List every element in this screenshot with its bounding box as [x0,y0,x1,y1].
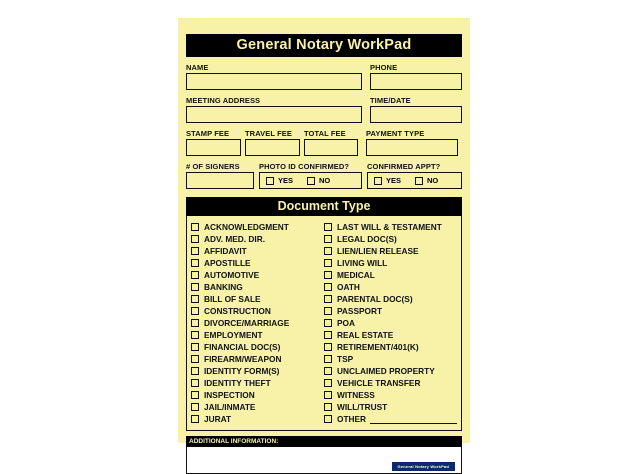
confirmed-appt-label: CONFIRMED APPT? [367,162,441,171]
num-signers-label: # OF SIGNERS [186,162,240,171]
checkbox-icon[interactable] [324,235,332,243]
checkbox-icon[interactable] [191,331,199,339]
checkbox-icon[interactable] [324,247,332,255]
meeting-address-input[interactable] [186,106,362,123]
doc-type-label: LIVING WILL [337,258,388,268]
phone-label: PHONE [370,63,398,72]
doc-type-label: IDENTITY FORM(S) [204,366,280,376]
field-num-signers [186,162,254,189]
field-confirmed-appt [367,162,462,189]
checkbox-icon[interactable] [191,283,199,291]
spacer [358,129,366,156]
field-payment-type [366,129,458,156]
doc-type-label: ADV. MED. DIR. [204,234,266,244]
doc-type-item[interactable] [191,257,324,269]
field-total-fee [304,129,358,156]
checkbox-icon[interactable] [324,343,332,351]
checkbox-icon[interactable] [191,367,199,375]
phone-input[interactable] [370,73,462,90]
doc-type-label: LIEN/LIEN RELEASE [337,246,419,256]
stamp-fee-label: STAMP FEE [186,129,230,138]
doc-type-item[interactable] [191,377,324,389]
doc-type-item[interactable] [191,341,324,353]
field-phone [370,63,462,90]
checkbox-icon[interactable] [324,271,332,279]
doc-type-item[interactable] [191,293,324,305]
checkbox-icon[interactable] [324,331,332,339]
doc-type-item[interactable] [191,389,324,401]
doc-type-label: TSP [337,354,354,364]
travel-fee-input[interactable] [245,139,300,156]
doc-type-item[interactable] [324,329,457,341]
payment-type-input[interactable] [366,139,458,156]
doc-type-label: JAIL/INMATE [204,402,256,412]
doc-type-item[interactable] [324,269,457,281]
doc-type-label: FIREARM/WEAPON [204,354,282,364]
checkbox-icon[interactable] [191,403,199,411]
doc-type-label: EMPLOYMENT [204,330,263,340]
time-date-input[interactable] [370,106,462,123]
doc-type-item[interactable] [324,221,457,233]
spacer [362,96,370,123]
checkbox-icon[interactable] [191,415,199,423]
payment-type-label: PAYMENT TYPE [366,129,425,138]
checkbox-icon[interactable] [324,415,332,423]
field-time-date [370,96,462,123]
doc-type-label: RETIREMENT/401(K) [337,342,419,352]
checkbox-icon[interactable] [324,319,332,327]
confirmed-appt-no-label: NO [427,176,439,185]
checkbox-icon[interactable] [191,259,199,267]
doc-type-label: IDENTITY THEFT [204,378,271,388]
photo-id-choice-group [259,172,362,189]
total-fee-label: TOTAL FEE [304,129,346,138]
doc-type-item[interactable] [324,317,457,329]
checkbox-icon[interactable] [324,295,332,303]
checkbox-icon[interactable] [324,259,332,267]
notary-workpad [178,18,470,469]
doc-type-label: POA [337,318,355,328]
checkbox-icon[interactable] [191,247,199,255]
row-fees-payment [186,129,462,156]
doc-type-item[interactable] [324,293,457,305]
doc-type-item[interactable] [324,377,457,389]
doc-type-label: AUTOMOTIVE [204,270,260,280]
watermark-stamp: General Notary WorkPad [392,462,455,471]
doc-type-item[interactable] [191,365,324,377]
doc-type-item[interactable] [324,341,457,353]
checkbox-icon[interactable] [307,177,315,185]
doc-type-item[interactable] [191,305,324,317]
doc-type-label: CONSTRUCTION [204,306,271,316]
row-name-phone [186,63,462,90]
doc-type-item[interactable] [191,329,324,341]
doc-type-label: PARENTAL DOC(S) [337,294,413,304]
num-signers-input[interactable] [186,172,254,189]
travel-fee-label: TRAVEL FEE [245,129,292,138]
doc-type-label: BILL OF SALE [204,294,261,304]
doc-type-label: OTHER [337,414,367,424]
spacer [362,63,370,90]
confirmed-appt-no-option[interactable] [415,176,438,185]
doc-type-item[interactable] [324,365,457,377]
checkbox-icon[interactable] [324,355,332,363]
photo-id-yes-label: YES [278,176,294,185]
doc-type-label: OATH [337,282,360,292]
doc-type-label: WILL/TRUST [337,402,388,412]
checkbox-icon[interactable] [324,403,332,411]
doc-type-label: WITNESS [337,390,375,400]
checkbox-icon[interactable] [266,177,274,185]
doc-type-item[interactable] [324,281,457,293]
field-meeting-address [186,96,362,123]
doc-type-label: VEHICLE TRANSFER [337,378,421,388]
workpad-content [186,34,462,474]
doc-type-label: LEGAL DOC(S) [337,234,397,244]
doc-type-item[interactable] [324,245,457,257]
doc-type-item[interactable] [324,305,457,317]
photo-id-label: PHOTO ID CONFIRMED? [259,162,350,171]
checkbox-icon[interactable] [374,177,382,185]
checkbox-icon[interactable] [191,307,199,315]
checkbox-icon[interactable] [191,355,199,363]
field-stamp-fee [186,129,241,156]
confirmed-appt-yes-label: YES [386,176,402,185]
meeting-address-label: MEETING ADDRESS [186,96,261,105]
time-date-label: TIME/DATE [370,96,411,105]
doc-type-item-other[interactable] [324,413,457,425]
photo-id-yes-option[interactable] [266,176,293,185]
stamp-fee-input[interactable] [186,139,241,156]
checkbox-icon[interactable] [324,223,332,231]
doc-type-item[interactable] [191,317,324,329]
doc-type-label: INSPECTION [204,390,255,400]
doc-type-label: AFFIDAVIT [204,246,247,256]
row-signers-confirmations [186,162,462,189]
checkbox-icon[interactable] [191,379,199,387]
doc-type-item[interactable] [324,389,457,401]
confirmed-appt-yes-option[interactable] [374,176,401,185]
doc-type-label: APOSTILLE [204,258,251,268]
doc-type-label: PASSPORT [337,306,383,316]
checkbox-icon[interactable] [191,319,199,327]
checkbox-icon[interactable] [191,295,199,303]
document-type-right-column [324,221,457,425]
document-type-header: Document Type [186,197,462,216]
photo-id-no-label: NO [319,176,331,185]
doc-type-label: UNCLAIMED PROPERTY [337,366,435,376]
doc-type-label: MEDICAL [337,270,375,280]
additional-information-area[interactable] [186,447,462,474]
checkbox-icon[interactable] [324,307,332,315]
doc-type-label: REAL ESTATE [337,330,394,340]
name-label: NAME [186,63,209,72]
doc-type-item[interactable] [191,245,324,257]
checkbox-icon[interactable] [415,177,423,185]
doc-type-item[interactable] [324,353,457,365]
doc-type-item[interactable] [324,401,457,413]
checkbox-icon[interactable] [191,343,199,351]
doc-type-label: LAST WILL & TESTAMENT [337,222,442,232]
doc-type-item[interactable] [324,257,457,269]
total-fee-input[interactable] [304,139,358,156]
doc-type-label: DIVORCE/MARRIAGE [204,318,290,328]
checkbox-icon[interactable] [324,367,332,375]
row-address-time [186,96,462,123]
checkbox-icon[interactable] [191,271,199,279]
doc-type-label: ACKNOWLEDGMENT [204,222,289,232]
doc-type-item[interactable] [191,281,324,293]
checkbox-icon[interactable] [191,223,199,231]
doc-type-item[interactable] [191,269,324,281]
confirmed-appt-choice-group [367,172,462,189]
doc-type-item[interactable] [191,401,324,413]
checkbox-icon[interactable] [324,379,332,387]
doc-type-item[interactable] [191,233,324,245]
doc-type-label: JURAT [204,414,232,424]
field-travel-fee [245,129,300,156]
field-photo-id [259,162,362,189]
doc-type-item[interactable] [324,233,457,245]
checkbox-icon[interactable] [191,391,199,399]
document-type-left-column [191,221,324,425]
doc-type-item[interactable] [191,413,324,425]
page-title: General Notary WorkPad [186,34,462,57]
checkbox-icon[interactable] [324,391,332,399]
name-input[interactable] [186,73,362,90]
checkbox-icon[interactable] [324,283,332,291]
doc-type-label: BANKING [204,282,243,292]
document-type-list [186,216,462,431]
other-write-in-line[interactable] [370,415,457,424]
doc-type-label: FINANCIAL DOC(S) [204,342,281,352]
photo-id-no-option[interactable] [307,176,330,185]
checkbox-icon[interactable] [191,235,199,243]
field-name [186,63,362,90]
additional-information-header: ADDITIONAL INFORMATION: [186,436,462,447]
doc-type-item[interactable] [191,221,324,233]
doc-type-item[interactable] [191,353,324,365]
